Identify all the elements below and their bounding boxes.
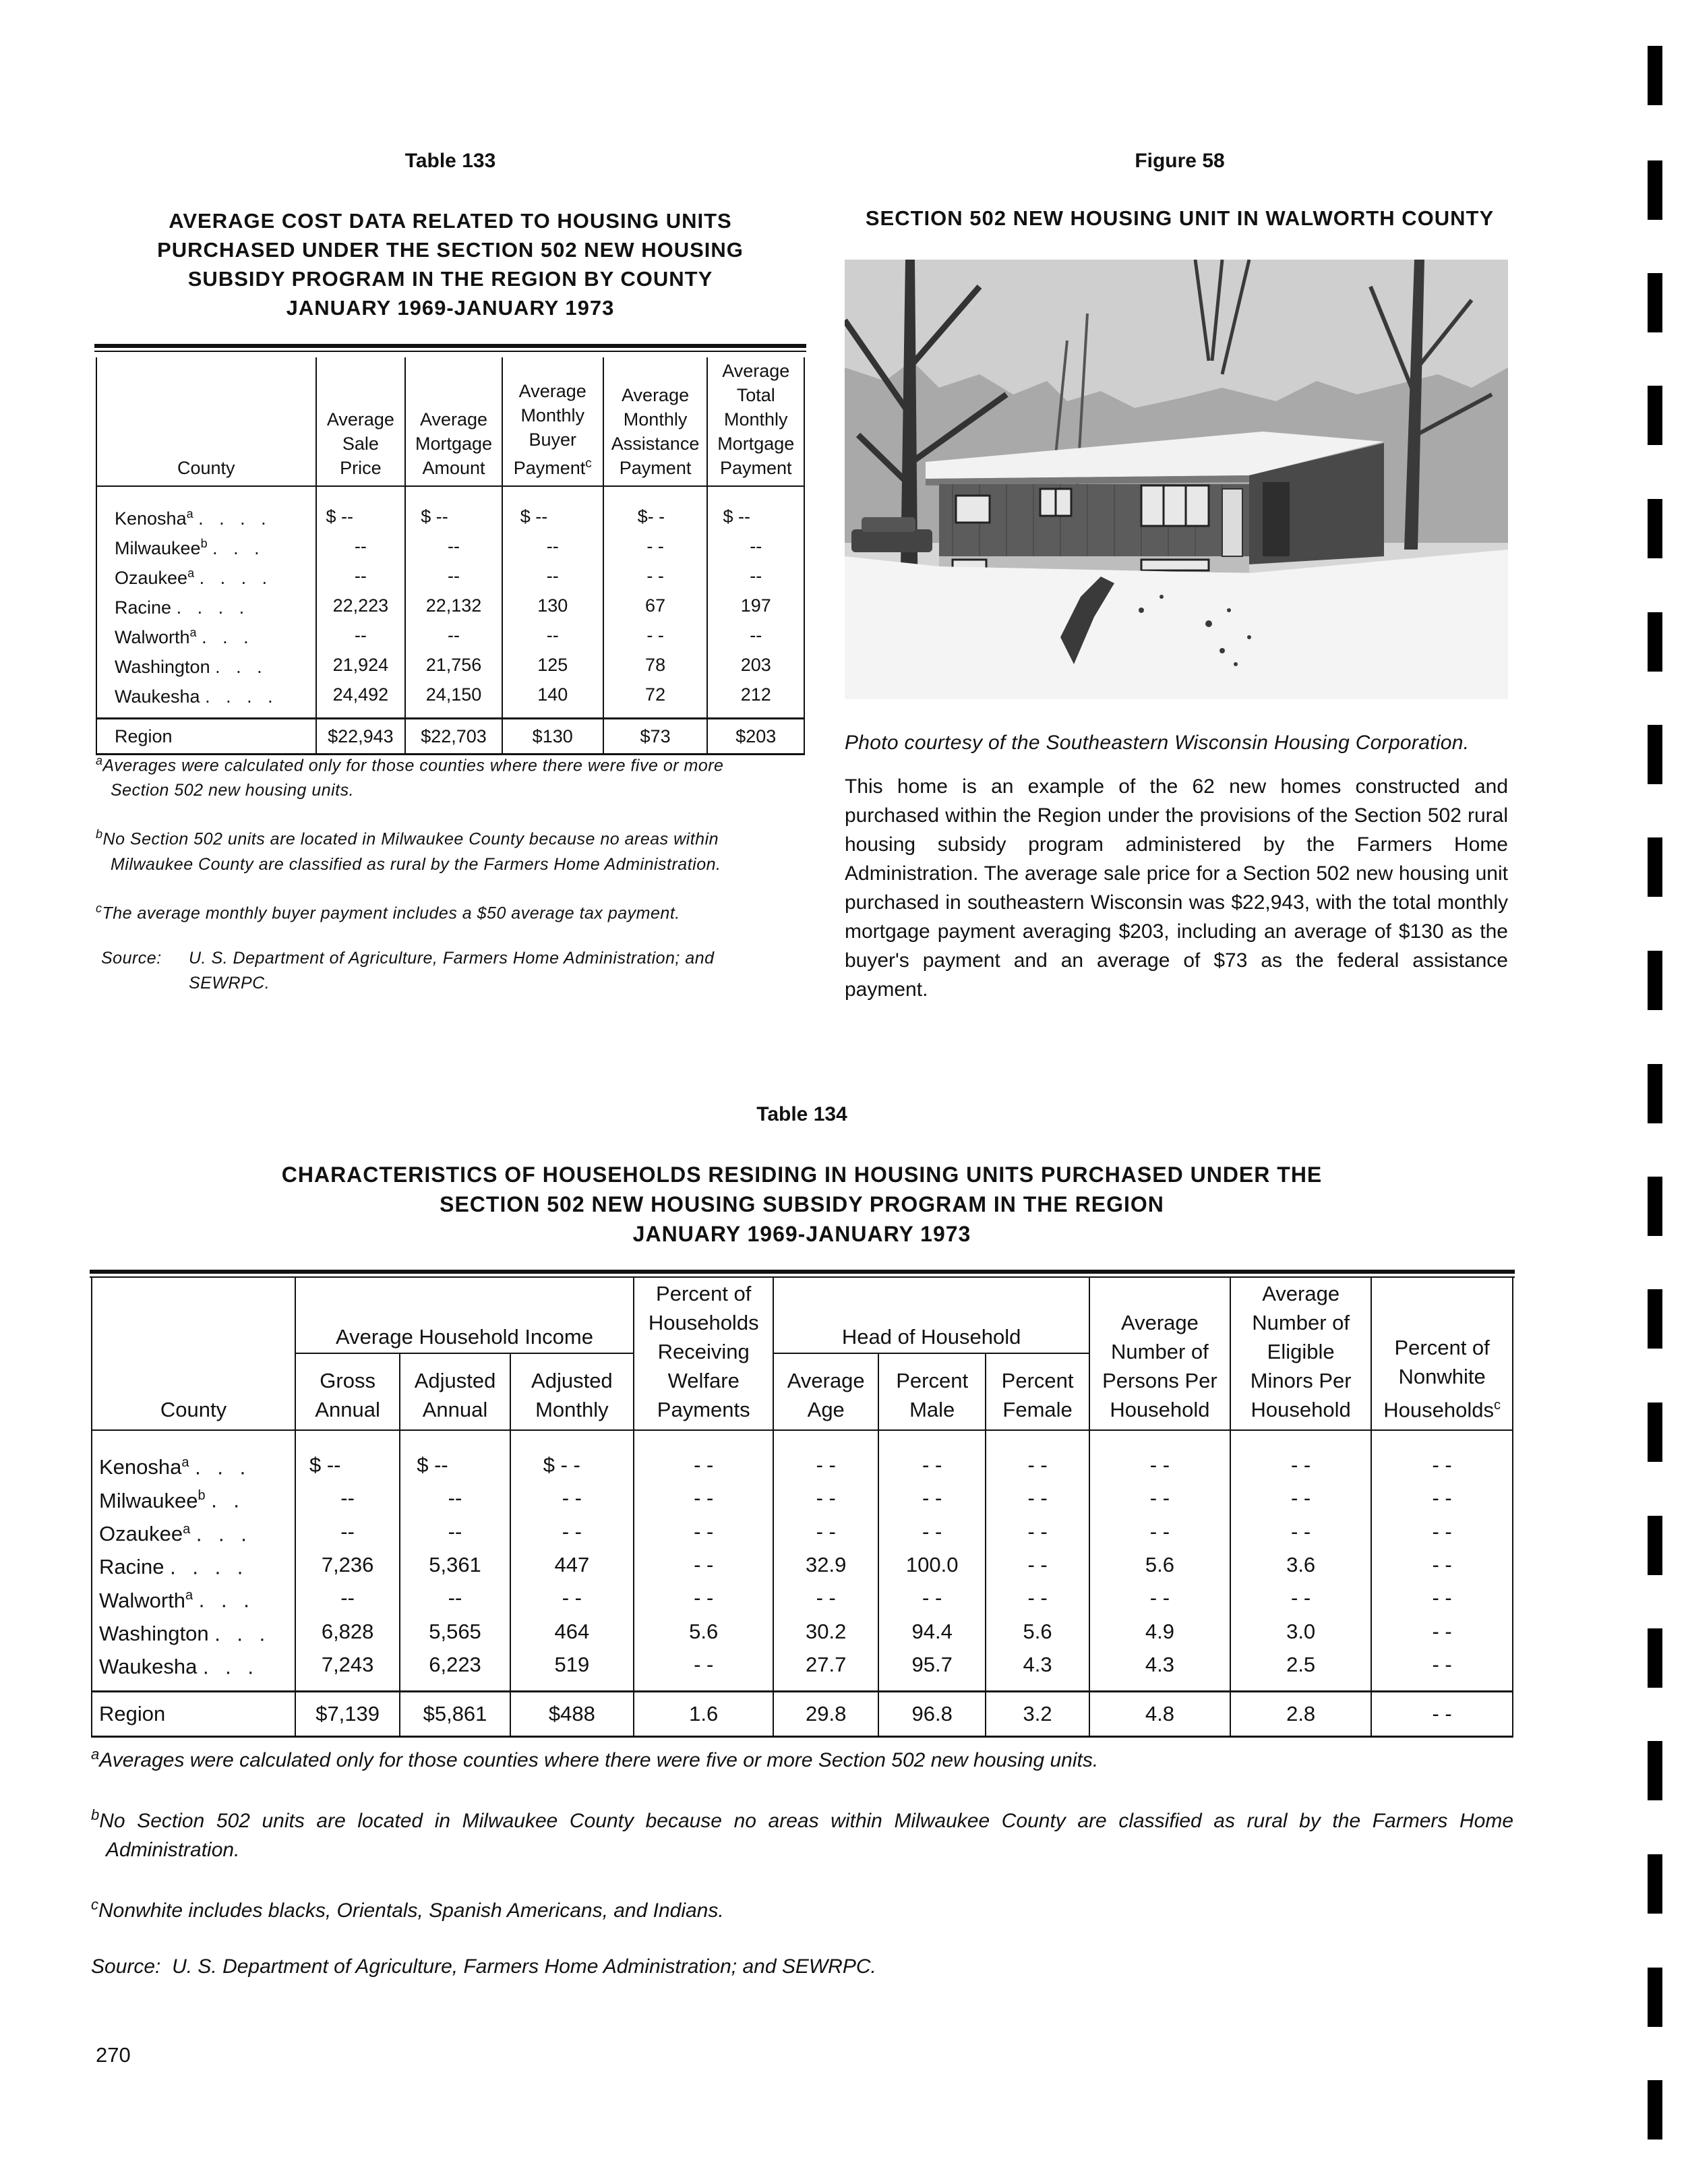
male-cell: 95.7 (878, 1648, 986, 1692)
adj-annual-cell: $5,861 (400, 1692, 510, 1737)
house-photo (845, 260, 1508, 699)
gross-cell: -- (295, 1481, 400, 1514)
table-row (92, 1648, 1513, 1692)
footnote-c: $^c$Nonwhite includes blacks, Orientals, Spanish Americans, and Indians. (91, 1896, 724, 1922)
female-cell: 5.6 (986, 1615, 1089, 1648)
county-cell: Waukesha . . . . (96, 680, 316, 719)
nonwhite-cell: - - (1371, 1615, 1513, 1648)
binding-mark (1648, 46, 1662, 105)
title-line: AVERAGE COST DATA RELATED TO HOUSING UNITS (169, 209, 732, 233)
header-county: County (92, 1278, 295, 1430)
mortgage-cell: -- (405, 561, 502, 591)
page-number: 270 (96, 2043, 131, 2067)
table-row (96, 680, 804, 719)
gross-cell: 7,243 (295, 1648, 400, 1692)
buyer-cell: -- (502, 561, 603, 591)
male-cell: - - (878, 1481, 986, 1514)
gross-cell: -- (295, 1581, 400, 1614)
welfare-cell: - - (634, 1548, 774, 1581)
gross-cell: -- (295, 1515, 400, 1548)
table-row (92, 1430, 1513, 1481)
buyer-cell: -- (502, 531, 603, 561)
source-note: Source: U. S. Department of Agriculture, Farmers Home Administration; and SEWRPC. (101, 948, 715, 993)
table-row (96, 620, 804, 650)
photo-credit: Photo courtesy of the Southeastern Wisconsin Housing Corporation. (845, 732, 1470, 754)
mortgage-cell: -- (405, 531, 502, 561)
assist-cell: $73 (603, 719, 708, 755)
buyer-cell: $ -- (502, 486, 603, 531)
total-cell: 197 (707, 591, 804, 620)
figure-58-label: Figure 58 (1135, 150, 1225, 172)
welfare-cell: 5.6 (634, 1615, 774, 1648)
table-row (96, 561, 804, 591)
title-line: PURCHASED UNDER THE SECTION 502 NEW HOUSING (157, 238, 744, 262)
persons-cell: 4.3 (1089, 1648, 1230, 1692)
table-134-title (96, 1160, 1508, 1249)
persons-cell: 4.9 (1089, 1615, 1230, 1648)
adj-annual-cell: -- (400, 1515, 510, 1548)
assist-cell: 72 (603, 680, 708, 719)
binding-mark (1648, 951, 1662, 1010)
minors-cell: - - (1230, 1430, 1371, 1481)
table-row (96, 486, 804, 531)
welfare-cell: - - (634, 1515, 774, 1548)
binding-mark (1648, 1403, 1662, 1462)
minors-cell: 2.8 (1230, 1692, 1371, 1737)
minors-cell: - - (1230, 1581, 1371, 1614)
persons-cell: - - (1089, 1581, 1230, 1614)
table-row (92, 1615, 1513, 1648)
county-cell: Ozaukee$^a$ . . . . (96, 561, 316, 591)
binding-mark (1648, 1289, 1662, 1349)
header-head-group: Head of Household (773, 1278, 1089, 1353)
assist-cell: - - (603, 561, 708, 591)
header-minors: Average Number of Eligible Minors Per Household (1230, 1278, 1371, 1430)
adj-monthly-cell: 447 (510, 1548, 634, 1581)
table-header-row (96, 357, 804, 486)
binding-mark (1648, 2080, 1662, 2139)
title-line: SUBSIDY PROGRAM IN THE REGION BY COUNTY (187, 267, 713, 291)
source-note: Source: U. S. Department of Agriculture, Farmers Home Administration; and SEWRPC. (91, 1955, 876, 1978)
county-cell: Walworth$^a$ . . . (92, 1581, 295, 1614)
male-cell: - - (878, 1430, 986, 1481)
header-female: Percent Female (986, 1353, 1089, 1430)
table-row (92, 1548, 1513, 1581)
header-adjusted-annual: Adjusted Annual (400, 1353, 510, 1430)
binding-mark (1648, 837, 1662, 897)
header-male: Percent Male (878, 1353, 986, 1430)
nonwhite-cell: - - (1371, 1692, 1513, 1737)
table-row (92, 1581, 1513, 1614)
male-cell: 100.0 (878, 1548, 986, 1581)
welfare-cell: - - (634, 1581, 774, 1614)
persons-cell: - - (1089, 1515, 1230, 1548)
table-133-label: Table 133 (404, 150, 496, 172)
binding-mark (1648, 725, 1662, 784)
county-cell: Racine . . . . (92, 1548, 295, 1581)
header-total-mortgage-payment: Average Total Monthly Mortgage Payment (707, 357, 804, 486)
county-cell: Ozaukee$^a$ . . . (92, 1515, 295, 1548)
header-nonwhite: Percent of Nonwhite Households$^c$ (1371, 1278, 1513, 1430)
minors-cell: - - (1230, 1515, 1371, 1548)
sale-cell: -- (316, 561, 406, 591)
adj-annual-cell: 5,565 (400, 1615, 510, 1648)
table-134-footnotes (91, 1740, 1513, 1981)
table-row (96, 591, 804, 620)
female-cell: - - (986, 1481, 1089, 1514)
figure-58-description: This home is an example of the 62 new homes constructed and purchased within the Region under the provisions of the Section 502 rural housing subsidy program administered by the Farmers Home Administration. The average sale price for a Section 502 new housing unit purchased in southeastern Wisconsin was $22,943, with the total monthly mortgage payment averaging $203, including an average of $130 as the buyer's payment and an average of $73 as the federal assistance payment. (845, 775, 1508, 1001)
footnote-c: $^c$The average monthly buyer payment includes a $50 average tax payment. (96, 901, 680, 922)
header-age: Average Age (773, 1353, 878, 1430)
age-cell: 32.9 (773, 1548, 878, 1581)
binding-mark (1648, 1064, 1662, 1123)
female-cell: - - (986, 1548, 1089, 1581)
footnote-a: $^a$Averages were calculated only for those counties where there were five or more Section 502 new housing units. (91, 1746, 1099, 1771)
buyer-cell: 140 (502, 680, 603, 719)
buyer-cell: 130 (502, 591, 603, 620)
age-cell: - - (773, 1481, 878, 1514)
welfare-cell: 1.6 (634, 1692, 774, 1737)
table-row (96, 531, 804, 561)
binding-mark (1648, 1628, 1662, 1688)
county-cell: Waukesha . . . (92, 1648, 295, 1692)
county-cell: Racine . . . . (96, 591, 316, 620)
female-cell: 3.2 (986, 1692, 1089, 1737)
title-line: JANUARY 1969-JANUARY 1973 (632, 1222, 971, 1246)
county-cell: Walworth$^a$ . . . (96, 620, 316, 650)
table-134 (91, 1278, 1513, 1738)
male-cell: 96.8 (878, 1692, 986, 1737)
persons-cell: - - (1089, 1481, 1230, 1514)
adj-monthly-cell: 519 (510, 1648, 634, 1692)
header-mortgage-amount: Average Mortgage Amount (405, 357, 502, 486)
binding-mark (1648, 612, 1662, 672)
adj-annual-cell: 6,223 (400, 1648, 510, 1692)
binding-mark (1648, 1741, 1662, 1800)
gross-cell: 6,828 (295, 1615, 400, 1648)
county-cell: Washington . . . (96, 650, 316, 680)
female-cell: 4.3 (986, 1648, 1089, 1692)
footnote-b: $^b$No Section 502 units are located in Milwaukee County because no areas within Milwaukee County are classified as rural by the Farmers Home Administration. (91, 1806, 1513, 1861)
mortgage-cell: -- (405, 620, 502, 650)
table-134-top-rule (90, 1270, 1515, 1274)
header-gross-annual: Gross Annual (295, 1353, 400, 1430)
total-cell: -- (707, 561, 804, 591)
total-cell: -- (707, 620, 804, 650)
adj-monthly-cell: - - (510, 1515, 634, 1548)
mortgage-cell: $22,703 (405, 719, 502, 755)
assist-cell: - - (603, 531, 708, 561)
table-133-top-rule (94, 351, 806, 352)
binding-mark (1648, 273, 1662, 332)
binding-mark (1648, 499, 1662, 558)
mortgage-cell: 21,756 (405, 650, 502, 680)
adj-monthly-cell: - - (510, 1481, 634, 1514)
table-row (92, 1515, 1513, 1548)
total-cell: 203 (707, 650, 804, 680)
sale-cell: -- (316, 620, 406, 650)
female-cell: - - (986, 1581, 1089, 1614)
binding-mark (1648, 1968, 1662, 2027)
minors-cell: 3.0 (1230, 1615, 1371, 1648)
table-133-top-rule (94, 344, 806, 348)
mortgage-cell: $ -- (405, 486, 502, 531)
gross-cell: $7,139 (295, 1692, 400, 1737)
nonwhite-cell: - - (1371, 1648, 1513, 1692)
header-persons: Average Number of Persons Per Household (1089, 1278, 1230, 1430)
nonwhite-cell: - - (1371, 1581, 1513, 1614)
male-cell: 94.4 (878, 1615, 986, 1648)
footnote-a: $^a$Averages were calculated only for those counties where there were five or more Section 502 new housing units. (96, 754, 724, 800)
total-cell: $203 (707, 719, 804, 755)
mortgage-cell: 22,132 (405, 591, 502, 620)
county-cell: Kenosha$^a$ . . . (92, 1430, 295, 1481)
assist-cell: 78 (603, 650, 708, 680)
title-line: CHARACTERISTICS OF HOUSEHOLDS RESIDING IN HOUSING UNITS PURCHASED UNDER THE (281, 1162, 1323, 1187)
persons-cell: 5.6 (1089, 1548, 1230, 1581)
footnote-b: $^b$No Section 502 units are located in Milwaukee County because no areas within Milwaukee County are classified as rural by the Farmers Home Administration. (96, 827, 721, 874)
table-row (96, 650, 804, 680)
header-sale-price: Average Sale Price (316, 357, 406, 486)
age-cell: 30.2 (773, 1615, 878, 1648)
assist-cell: - - (603, 620, 708, 650)
county-cell: Washington . . . (92, 1615, 295, 1648)
minors-cell: 2.5 (1230, 1648, 1371, 1692)
table-133-footnotes (96, 748, 770, 996)
sale-cell: 22,223 (316, 591, 406, 620)
nonwhite-cell: - - (1371, 1481, 1513, 1514)
region-total-row (92, 1692, 1513, 1737)
sale-cell: $ -- (316, 486, 406, 531)
table-header-row (92, 1278, 1513, 1353)
county-cell: Milwaukee$^b$ . . . (96, 531, 316, 561)
minors-cell: 3.6 (1230, 1548, 1371, 1581)
female-cell: - - (986, 1515, 1089, 1548)
table-134-label: Table 134 (756, 1103, 847, 1125)
assist-cell: $- - (603, 486, 708, 531)
minors-cell: - - (1230, 1481, 1371, 1514)
binding-mark (1648, 386, 1662, 445)
header-welfare: Percent of Households Receiving Welfare Payments (634, 1278, 774, 1430)
header-income-group: Average Household Income (295, 1278, 634, 1353)
binding-mark (1648, 1177, 1662, 1236)
adj-monthly-cell: $488 (510, 1692, 634, 1737)
sale-cell: 24,492 (316, 680, 406, 719)
welfare-cell: - - (634, 1430, 774, 1481)
total-cell: -- (707, 531, 804, 561)
table-133 (96, 357, 805, 755)
persons-cell: - - (1089, 1430, 1230, 1481)
title-line: SECTION 502 NEW HOUSING SUBSIDY PROGRAM IN THE REGION (440, 1192, 1164, 1216)
welfare-cell: - - (634, 1648, 774, 1692)
male-cell: - - (878, 1581, 986, 1614)
adj-monthly-cell: - - (510, 1581, 634, 1614)
buyer-cell: 125 (502, 650, 603, 680)
table-row (92, 1481, 1513, 1514)
age-cell: - - (773, 1430, 878, 1481)
binding-mark (1648, 160, 1662, 220)
age-cell: 27.7 (773, 1648, 878, 1692)
header-buyer-payment: Average Monthly Buyer Payment$^c$ (502, 357, 603, 486)
total-cell: $ -- (707, 486, 804, 531)
age-cell: - - (773, 1515, 878, 1548)
header-assistance-payment: Average Monthly Assistance Payment (603, 357, 708, 486)
table-133-title (96, 206, 805, 322)
adj-monthly-cell: $ - - (510, 1430, 634, 1481)
adj-annual-cell: 5,361 (400, 1548, 510, 1581)
adj-annual-cell: -- (400, 1581, 510, 1614)
age-cell: 29.8 (773, 1692, 878, 1737)
sale-cell: 21,924 (316, 650, 406, 680)
persons-cell: 4.8 (1089, 1692, 1230, 1737)
gross-cell: $ -- (295, 1430, 400, 1481)
county-cell: Region (92, 1692, 295, 1737)
gross-cell: 7,236 (295, 1548, 400, 1581)
county-cell: Kenosha$^a$ . . . . (96, 486, 316, 531)
binding-mark (1648, 1516, 1662, 1575)
header-adjusted-monthly: Adjusted Monthly (510, 1353, 634, 1430)
buyer-cell: -- (502, 620, 603, 650)
total-cell: 212 (707, 680, 804, 719)
adj-annual-cell: -- (400, 1481, 510, 1514)
assist-cell: 67 (603, 591, 708, 620)
figure-58-title: SECTION 502 NEW HOUSING UNIT IN WALWORTH COUNTY (865, 206, 1495, 230)
header-county: County (96, 357, 316, 486)
adj-annual-cell: $ -- (400, 1430, 510, 1481)
age-cell: - - (773, 1581, 878, 1614)
buyer-cell: $130 (502, 719, 603, 755)
female-cell: - - (986, 1430, 1089, 1481)
male-cell: - - (878, 1515, 986, 1548)
nonwhite-cell: - - (1371, 1548, 1513, 1581)
sale-cell: -- (316, 531, 406, 561)
mortgage-cell: 24,150 (405, 680, 502, 719)
sale-cell: $22,943 (316, 719, 406, 755)
nonwhite-cell: - - (1371, 1515, 1513, 1548)
welfare-cell: - - (634, 1481, 774, 1514)
county-cell: Region (96, 719, 316, 755)
binding-mark (1648, 1854, 1662, 1914)
nonwhite-cell: - - (1371, 1430, 1513, 1481)
adj-monthly-cell: 464 (510, 1615, 634, 1648)
title-line: JANUARY 1969-JANUARY 1973 (286, 296, 615, 320)
county-cell: Milwaukee$^b$ . . (92, 1481, 295, 1514)
